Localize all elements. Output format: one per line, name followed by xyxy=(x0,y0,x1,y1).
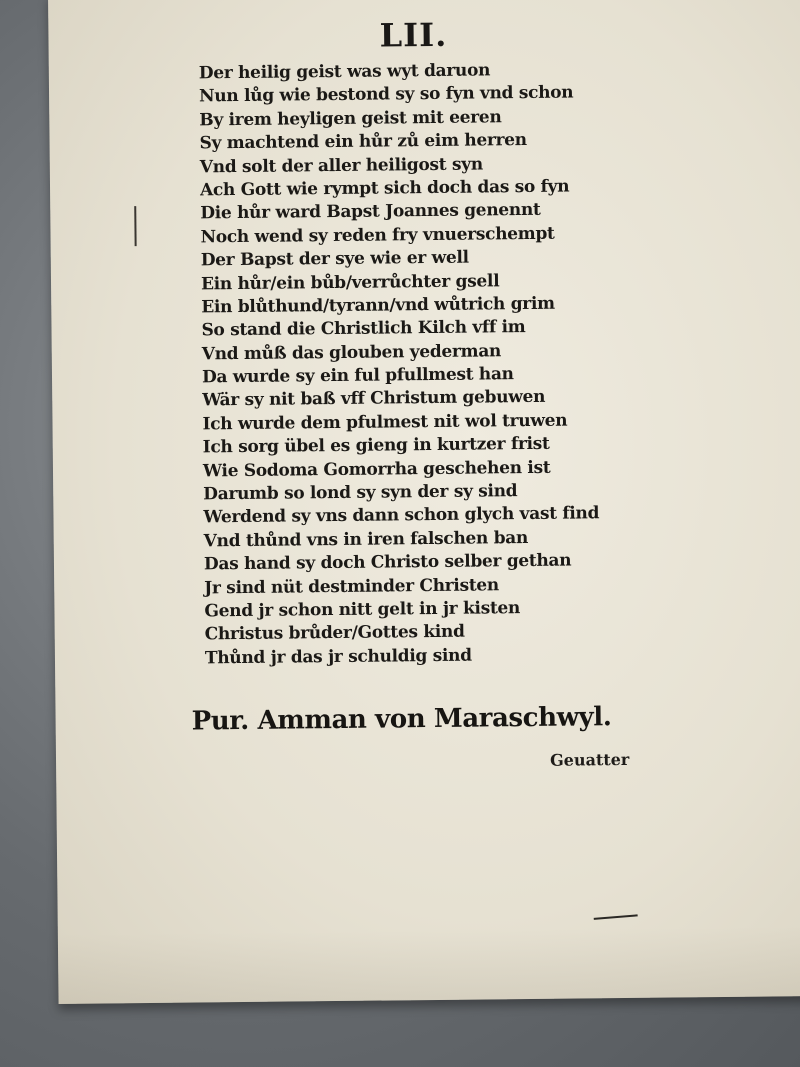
verse-line: Vnd solt der aller heiligost syn xyxy=(199,154,483,177)
verse-line: Ich wurde dem pfulmest nit wol truwen xyxy=(202,410,568,435)
verse-line: Die hůr ward Bapst Joannes genennt xyxy=(200,200,541,224)
verse-line: Vnd thůnd vns in iren falschen ban xyxy=(203,527,529,552)
verse-line: Der Bapst der sye wie er well xyxy=(200,247,469,271)
author-signature-line: Pur. Amman von Maraschwyl. xyxy=(191,702,612,737)
verse-line: Wie Sodoma Gomorrha geschehen ist xyxy=(202,457,551,482)
verse-line: Jr sind nüt destminder Christen xyxy=(204,574,500,598)
verse-line: Gend jr schon nitt gelt in jr kisten xyxy=(204,598,521,622)
verse-line: Der heilig geist was wyt daruon xyxy=(198,60,491,84)
verse-line: Ach Gott wie rympt sich doch das so fyn xyxy=(199,176,570,201)
verse-line: Sy machtend ein hůr zů eim herren xyxy=(199,130,527,154)
document-page xyxy=(48,0,800,1004)
verse-line: Da wurde sy ein ful pfullmest han xyxy=(201,364,514,388)
margin-mark xyxy=(134,206,136,246)
verse-line: Wär sy nit baß vff Christum gebuwen xyxy=(202,387,546,411)
catchword: Geuatter xyxy=(549,749,630,770)
verse-line: Werdend sy vns dann schon glych vast find xyxy=(203,503,600,528)
verse-line: Nun lůg wie bestond sy so fyn vnd schon xyxy=(198,82,574,107)
verse-line: Das hand sy doch Christo selber gethan xyxy=(203,550,572,575)
verse-line: Christus brůder/Gottes kind xyxy=(204,622,465,645)
verse-line: Ich sorg übel es gieng in kurtzer frist xyxy=(202,434,550,458)
verse-line: By irem heyligen geist mit eeren xyxy=(199,107,502,131)
verse-block xyxy=(199,58,645,671)
verse-line: Darumb so lond sy syn der sy sind xyxy=(203,481,518,505)
verse-line: Ein blůthund/tyrann/vnd wůtrich grim xyxy=(201,293,555,318)
verse-line: Vnd můß das glouben yederman xyxy=(201,340,502,365)
verse-line: Ein hůr/ein bůb/verrůchter gsell xyxy=(200,270,500,294)
ink-stroke xyxy=(594,914,638,920)
verse-line: Noch wend sy reden fry vnuerschempt xyxy=(200,223,555,248)
verse-line: So stand die Christlich Kilch vff im xyxy=(201,317,526,341)
verse-line: Thůnd jr das jr schuldig sind xyxy=(204,645,472,669)
folio-number: LII. xyxy=(379,15,448,55)
